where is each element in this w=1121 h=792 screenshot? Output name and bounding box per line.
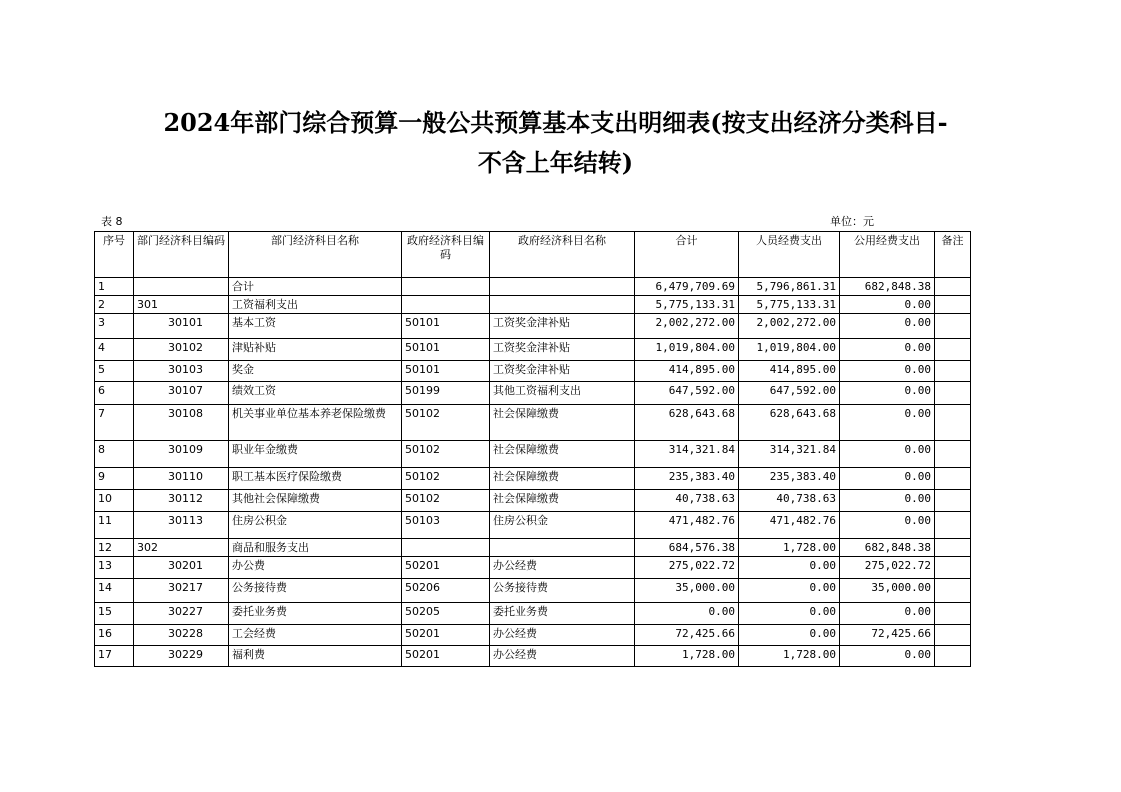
gov-econ-code: 50102 <box>402 490 490 512</box>
column-header: 政府经济科目编码 <box>402 232 490 278</box>
gov-econ-code <box>402 278 490 296</box>
total-amount: 471,482.76 <box>635 512 739 539</box>
total-amount: 647,592.00 <box>635 382 739 405</box>
dept-econ-name: 津贴补贴 <box>229 339 402 361</box>
gov-econ-name: 工资奖金津补贴 <box>490 361 635 382</box>
table-body <box>95 278 971 667</box>
personnel-expense: 1,728.00 <box>739 646 840 667</box>
public-expense: 72,425.66 <box>840 625 935 646</box>
remark <box>935 339 971 361</box>
gov-econ-code <box>402 296 490 314</box>
dept-econ-name: 福利费 <box>229 646 402 667</box>
row-number: 12 <box>95 539 134 557</box>
personnel-expense: 0.00 <box>739 625 840 646</box>
dept-econ-code: 30228 <box>134 625 229 646</box>
public-expense: 35,000.00 <box>840 579 935 603</box>
dept-econ-name: 机关事业单位基本养老保险缴费 <box>229 405 402 441</box>
gov-econ-name: 社会保障缴费 <box>490 468 635 490</box>
personnel-expense: 5,796,861.31 <box>739 278 840 296</box>
unit-label: 单位：元 <box>830 215 874 228</box>
dept-econ-code: 30110 <box>134 468 229 490</box>
dept-econ-name: 工资福利支出 <box>229 296 402 314</box>
table-row <box>95 361 971 382</box>
table-row <box>95 405 971 441</box>
gov-econ-code: 50206 <box>402 579 490 603</box>
table-row <box>95 314 971 339</box>
gov-econ-code: 50103 <box>402 512 490 539</box>
total-amount: 2,002,272.00 <box>635 314 739 339</box>
gov-econ-code <box>402 539 490 557</box>
table-number: 表 8 <box>101 215 123 228</box>
gov-econ-name: 社会保障缴费 <box>490 405 635 441</box>
total-amount: 0.00 <box>635 603 739 625</box>
budget-table <box>94 231 971 667</box>
row-number: 11 <box>95 512 134 539</box>
remark <box>935 512 971 539</box>
personnel-expense: 1,728.00 <box>739 539 840 557</box>
dept-econ-code: 30103 <box>134 361 229 382</box>
table-row <box>95 490 971 512</box>
public-expense: 0.00 <box>840 339 935 361</box>
total-amount: 275,022.72 <box>635 557 739 579</box>
dept-econ-name: 绩效工资 <box>229 382 402 405</box>
personnel-expense: 647,592.00 <box>739 382 840 405</box>
gov-econ-code: 50199 <box>402 382 490 405</box>
total-amount: 72,425.66 <box>635 625 739 646</box>
dept-econ-code: 30227 <box>134 603 229 625</box>
remark <box>935 382 971 405</box>
row-number: 5 <box>95 361 134 382</box>
public-expense: 0.00 <box>840 512 935 539</box>
remark <box>935 361 971 382</box>
row-number: 8 <box>95 441 134 468</box>
gov-econ-code: 50102 <box>402 468 490 490</box>
gov-econ-code: 50101 <box>402 314 490 339</box>
remark <box>935 296 971 314</box>
row-number: 9 <box>95 468 134 490</box>
personnel-expense: 235,383.40 <box>739 468 840 490</box>
dept-econ-code: 30101 <box>134 314 229 339</box>
remark <box>935 405 971 441</box>
gov-econ-name: 其他工资福利支出 <box>490 382 635 405</box>
dept-econ-code: 30217 <box>134 579 229 603</box>
gov-econ-name: 工资奖金津补贴 <box>490 314 635 339</box>
total-amount: 684,576.38 <box>635 539 739 557</box>
public-expense: 275,022.72 <box>840 557 935 579</box>
gov-econ-name <box>490 296 635 314</box>
gov-econ-name: 社会保障缴费 <box>490 441 635 468</box>
gov-econ-name: 办公经费 <box>490 625 635 646</box>
personnel-expense: 314,321.84 <box>739 441 840 468</box>
row-number: 10 <box>95 490 134 512</box>
gov-econ-name: 委托业务费 <box>490 603 635 625</box>
gov-econ-code: 50201 <box>402 625 490 646</box>
gov-econ-code: 50102 <box>402 405 490 441</box>
total-amount: 314,321.84 <box>635 441 739 468</box>
public-expense: 0.00 <box>840 441 935 468</box>
personnel-expense: 2,002,272.00 <box>739 314 840 339</box>
remark <box>935 490 971 512</box>
gov-econ-name: 社会保障缴费 <box>490 490 635 512</box>
dept-econ-code: 30108 <box>134 405 229 441</box>
public-expense: 0.00 <box>840 296 935 314</box>
personnel-expense: 628,643.68 <box>739 405 840 441</box>
column-header: 部门经济科目编码 <box>134 232 229 278</box>
gov-econ-name <box>490 278 635 296</box>
gov-econ-code: 50201 <box>402 557 490 579</box>
row-number: 2 <box>95 296 134 314</box>
public-expense: 0.00 <box>840 603 935 625</box>
total-amount: 35,000.00 <box>635 579 739 603</box>
remark <box>935 557 971 579</box>
dept-econ-code: 30113 <box>134 512 229 539</box>
public-expense: 0.00 <box>840 405 935 441</box>
row-number: 3 <box>95 314 134 339</box>
column-header: 序号 <box>95 232 134 278</box>
public-expense: 0.00 <box>840 361 935 382</box>
total-amount: 6,479,709.69 <box>635 278 739 296</box>
dept-econ-code: 302 <box>134 539 229 557</box>
column-header: 政府经济科目名称 <box>490 232 635 278</box>
dept-econ-code: 30201 <box>134 557 229 579</box>
dept-econ-name: 工会经费 <box>229 625 402 646</box>
dept-econ-name: 商品和服务支出 <box>229 539 402 557</box>
row-number: 6 <box>95 382 134 405</box>
column-header: 备注 <box>935 232 971 278</box>
total-amount: 1,019,804.00 <box>635 339 739 361</box>
column-header: 公用经费支出 <box>840 232 935 278</box>
dept-econ-name: 职工基本医疗保险缴费 <box>229 468 402 490</box>
gov-econ-code: 50201 <box>402 646 490 667</box>
remark <box>935 579 971 603</box>
table-row <box>95 278 971 296</box>
dept-econ-code: 30102 <box>134 339 229 361</box>
row-number: 17 <box>95 646 134 667</box>
gov-econ-code: 50101 <box>402 339 490 361</box>
table-row <box>95 382 971 405</box>
dept-econ-code: 301 <box>134 296 229 314</box>
total-amount: 628,643.68 <box>635 405 739 441</box>
dept-econ-code: 30112 <box>134 490 229 512</box>
dept-econ-code: 30229 <box>134 646 229 667</box>
dept-econ-name: 职业年金缴费 <box>229 441 402 468</box>
row-number: 1 <box>95 278 134 296</box>
gov-econ-name: 工资奖金津补贴 <box>490 339 635 361</box>
column-header: 合计 <box>635 232 739 278</box>
row-number: 13 <box>95 557 134 579</box>
row-number: 14 <box>95 579 134 603</box>
dept-econ-name: 其他社会保障缴费 <box>229 490 402 512</box>
table-row <box>95 441 971 468</box>
public-expense: 0.00 <box>840 382 935 405</box>
title-line-1: 2024年部门综合预算一般公共预算基本支出明细表(按支出经济分类科目- <box>163 108 948 137</box>
personnel-expense: 0.00 <box>739 603 840 625</box>
total-amount: 414,895.00 <box>635 361 739 382</box>
column-header: 部门经济科目名称 <box>229 232 402 278</box>
dept-econ-name: 奖金 <box>229 361 402 382</box>
remark <box>935 646 971 667</box>
dept-econ-name: 办公费 <box>229 557 402 579</box>
dept-econ-name: 合计 <box>229 278 402 296</box>
public-expense: 682,848.38 <box>840 539 935 557</box>
public-expense: 0.00 <box>840 490 935 512</box>
row-number: 15 <box>95 603 134 625</box>
row-number: 4 <box>95 339 134 361</box>
dept-econ-code: 30107 <box>134 382 229 405</box>
document-title <box>0 103 1071 183</box>
personnel-expense: 5,775,133.31 <box>739 296 840 314</box>
title-line-2: 不含上年结转) <box>477 148 634 177</box>
remark <box>935 278 971 296</box>
row-number: 16 <box>95 625 134 646</box>
remark <box>935 625 971 646</box>
public-expense: 0.00 <box>840 468 935 490</box>
row-number: 7 <box>95 405 134 441</box>
remark <box>935 314 971 339</box>
dept-econ-code <box>134 278 229 296</box>
personnel-expense: 0.00 <box>739 579 840 603</box>
personnel-expense: 414,895.00 <box>739 361 840 382</box>
remark <box>935 539 971 557</box>
table-row <box>95 539 971 557</box>
dept-econ-name: 住房公积金 <box>229 512 402 539</box>
table-row <box>95 296 971 314</box>
remark <box>935 603 971 625</box>
table-row <box>95 557 971 579</box>
total-amount: 5,775,133.31 <box>635 296 739 314</box>
remark <box>935 441 971 468</box>
total-amount: 40,738.63 <box>635 490 739 512</box>
personnel-expense: 0.00 <box>739 557 840 579</box>
dept-econ-name: 基本工资 <box>229 314 402 339</box>
gov-econ-name: 办公经费 <box>490 646 635 667</box>
total-amount: 235,383.40 <box>635 468 739 490</box>
public-expense: 0.00 <box>840 314 935 339</box>
table-row <box>95 646 971 667</box>
table-header-row <box>95 232 971 278</box>
column-header: 人员经费支出 <box>739 232 840 278</box>
table-row <box>95 579 971 603</box>
personnel-expense: 1,019,804.00 <box>739 339 840 361</box>
gov-econ-code: 50101 <box>402 361 490 382</box>
personnel-expense: 40,738.63 <box>739 490 840 512</box>
total-amount: 1,728.00 <box>635 646 739 667</box>
gov-econ-code: 50102 <box>402 441 490 468</box>
remark <box>935 468 971 490</box>
table-row <box>95 625 971 646</box>
public-expense: 682,848.38 <box>840 278 935 296</box>
gov-econ-name: 办公经费 <box>490 557 635 579</box>
public-expense: 0.00 <box>840 646 935 667</box>
gov-econ-name: 住房公积金 <box>490 512 635 539</box>
table-row <box>95 512 971 539</box>
table-row <box>95 468 971 490</box>
table-row <box>95 339 971 361</box>
table-row <box>95 603 971 625</box>
dept-econ-name: 公务接待费 <box>229 579 402 603</box>
dept-econ-code: 30109 <box>134 441 229 468</box>
dept-econ-name: 委托业务费 <box>229 603 402 625</box>
gov-econ-name: 公务接待费 <box>490 579 635 603</box>
personnel-expense: 471,482.76 <box>739 512 840 539</box>
gov-econ-name <box>490 539 635 557</box>
gov-econ-code: 50205 <box>402 603 490 625</box>
